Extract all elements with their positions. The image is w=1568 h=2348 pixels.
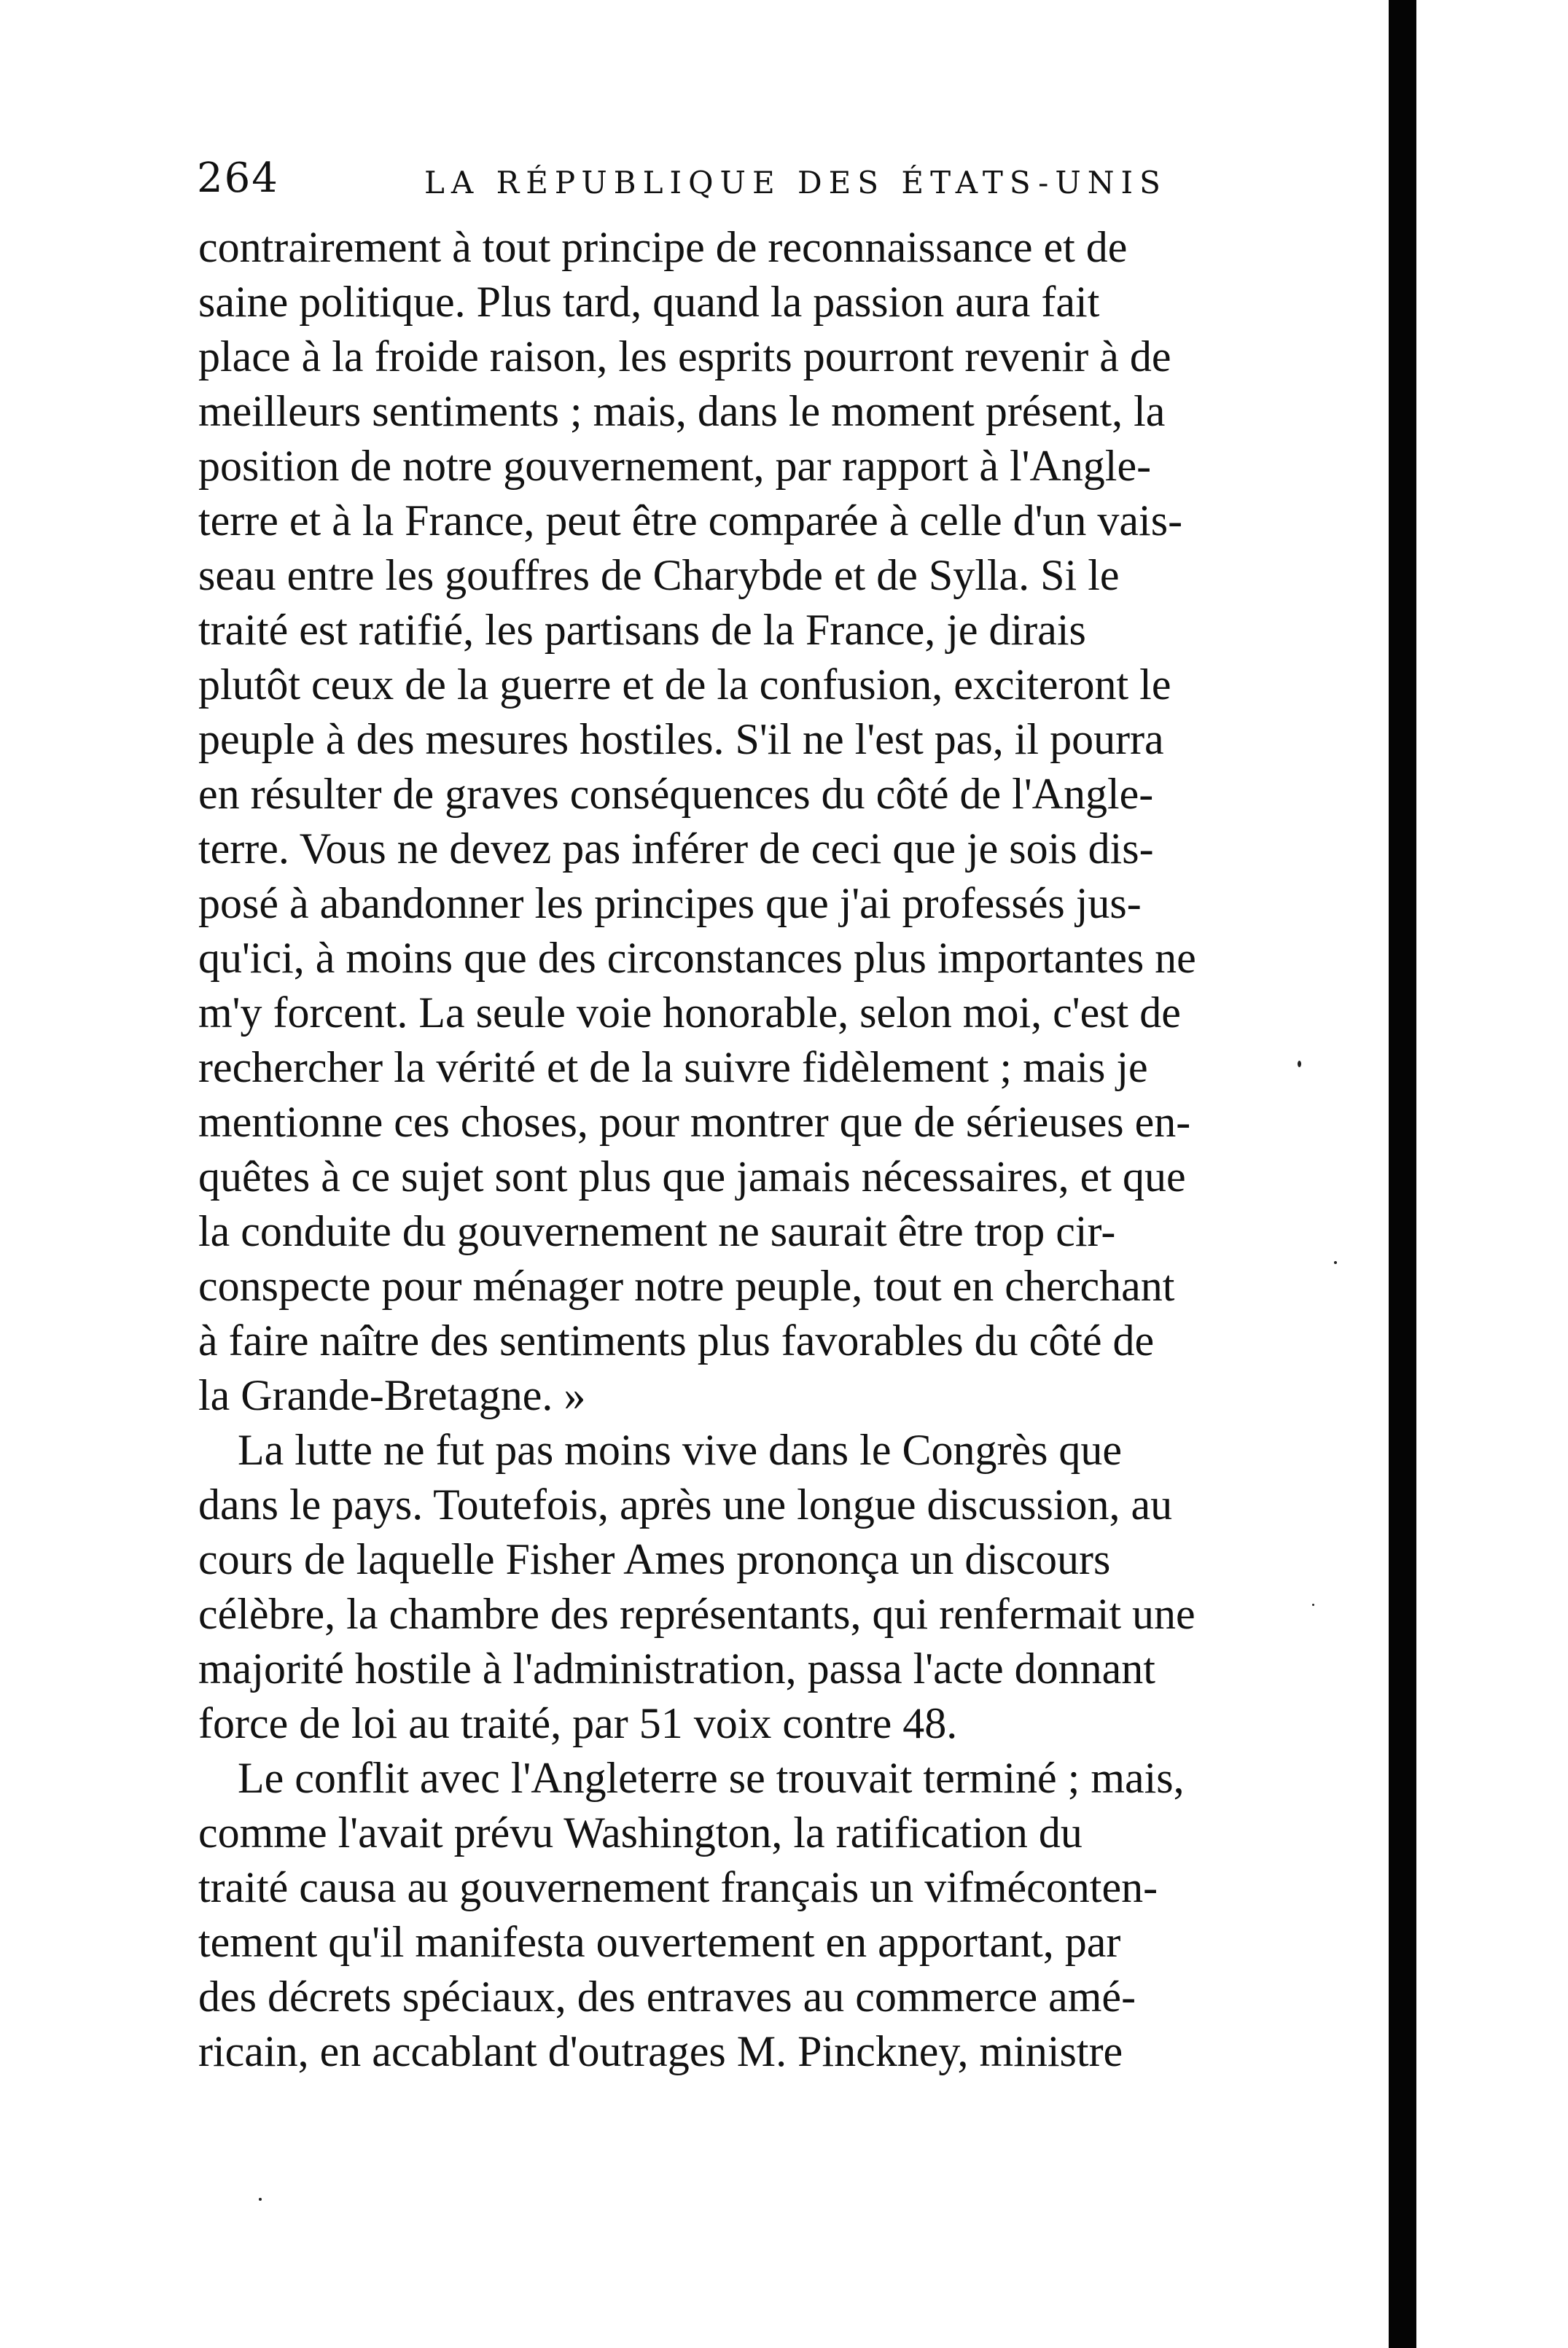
facing-page-margin	[1416, 0, 1568, 2348]
scan-speck	[1334, 1261, 1337, 1264]
paragraph-letter-quote: contrairement à tout principe de reconnaissance et de saine politique. Plus tard, quand la passion aura fait place à la froide raison, les esprits pourront revenir à de meilleurs sentiments ; mais, dans le moment présent, la position de notre gouvernement, par rapport à l'Angle- terre et à la France, peut être comparée à celle d'un vais- seau entre les gouffres de Charybde et de Sylla. Si le traité est ratifié, les partisans de la France, je dirais plutôt ceux de la guerre et de la confusion, exciteront le peuple à des mesures hostiles. S'il ne l'est pas, il pourra en résulter de graves conséquences du côté de l'Angle- terre. Vous ne devez pas inférer de ceci que je sois dis- posé à abandonner les principes que j'ai professés jus- qu'ici, à moins que des circonstances plus importantes ne m'y forcent. La seule voie honorable, selon moi, c'est de rechercher la vérité et de la suivre fidèlement ; mais je mentionne ces choses, pour montrer que de sérieuses en- quêtes à ce sujet sont plus que jamais nécessaires, et que la conduite du gouvernement ne saurait être trop cir- conspecte pour ménager notre peuple, tout en cherchant à faire naître des sentiments plus favorables du côté de la Grande-Bretagne. »	[198, 223, 1196, 1419]
body-text	[198, 220, 1283, 2079]
page-header	[197, 155, 1283, 213]
paragraph-congress: La lutte ne fut pas moins vive dans le Congrès que dans le pays. Toutefois, après une longue discussion, au cours de laquelle Fisher Ames prononça un discours célèbre, la chambre des représentants, qui renfermait une majorité hostile à l'administration, passa l'acte donnant force de loi au traité, par 51 voix contre 48.	[198, 1426, 1195, 1747]
running-title: LA RÉPUBLIQUE DES ÉTATS-UNIS	[424, 165, 1167, 200]
scan-speck	[1298, 1061, 1301, 1067]
paragraph-conflict: Le conflit avec l'Angleterre se trouvait terminé ; mais, comme l'avait prévu Washington, la ratification du traité causa au gouvernement français un vifméconten- tement qu'il manifesta ouvertement en apportant, par des décrets spéciaux, des entraves au commerce amé- ricain, en accablant d'outrages M. Pinckney, ministre	[198, 1754, 1185, 2075]
binding-gutter	[1389, 0, 1416, 2348]
page-number: 264	[197, 155, 279, 202]
scan-speck	[259, 2198, 262, 2201]
scan-speck	[1312, 1604, 1314, 1606]
